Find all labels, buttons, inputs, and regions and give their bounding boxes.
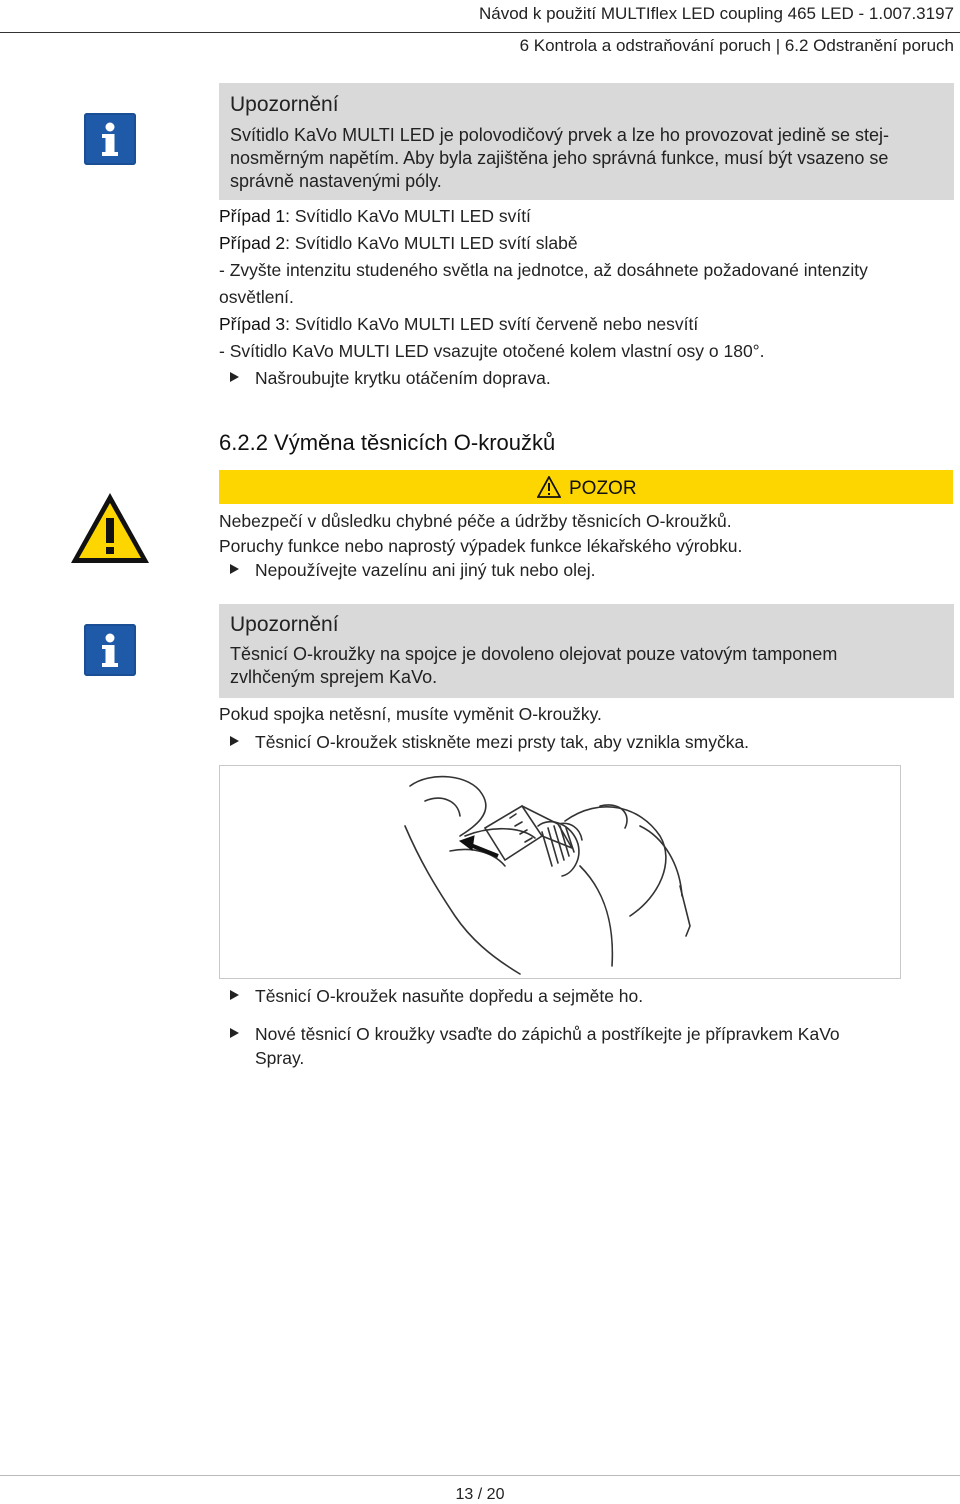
note-title: Upozornění: [230, 613, 339, 636]
step-item: [230, 732, 749, 753]
bullet-arrow-icon: [230, 990, 239, 1000]
note-line: Těsnicí O-kroužky na spojce je dovoleno olejovat pouze vatovým tamponem: [230, 644, 838, 664]
case-2-action-line: osvětlení.: [219, 287, 294, 307]
note-line: správně nastavenými póly.: [230, 171, 442, 191]
bullet-arrow-icon: [230, 564, 239, 574]
step-text: Těsnicí O-kroužek nasuňte dopředu a sejměte ho.: [255, 986, 644, 1006]
warning-step: [230, 560, 596, 581]
note-line: nosměrným napětím. Aby byla zajištěna jeho správná funkce, musí být vsazeno se: [230, 148, 889, 168]
note-box: [219, 604, 954, 698]
header-divider: [0, 32, 960, 33]
o-ring-removal-illustration: [220, 766, 900, 978]
note-box: [219, 83, 954, 200]
case-label: Případ 1:: [219, 206, 291, 226]
step-text: Nové těsnicí O kroužky vsaďte do zápichů a postříkejte je přípravkem KaVo: [255, 1024, 840, 1044]
info-icon: [84, 624, 136, 676]
section-heading: 6.2.2 Výměna těsnicích O-kroužků: [219, 430, 556, 455]
warning-title: Nebezpečí v důsledku chybné péče a údržby těsnicích O-kroužků.: [219, 511, 732, 531]
step-item: [230, 986, 643, 1007]
case-text: Svítidlo KaVo MULTI LED svítí červeně nebo nesvítí: [294, 314, 699, 334]
bullet-arrow-icon: [230, 736, 239, 746]
step-item: [230, 368, 551, 389]
note-title: Upozornění: [230, 93, 339, 116]
step-text: Těsnicí O-kroužek stiskněte mezi prsty tak, aby vznikla smyčka.: [255, 732, 750, 752]
step-item: [230, 1024, 840, 1045]
step-continuation: Spray.: [255, 1048, 305, 1068]
document-title: Návod k použití MULTIflex LED coupling 465 LED - 1.007.3197: [478, 4, 954, 23]
note-text: [230, 124, 940, 193]
case-3-action-line: - Svítidlo KaVo MULTI LED vsazujte otočené kolem vlastní osy o 180°.: [219, 341, 765, 361]
step-text: Našroubujte krytku otáčením doprava.: [255, 368, 551, 388]
page-number: 13 / 20: [455, 1486, 505, 1503]
case-3: [219, 314, 698, 335]
case-1: [219, 206, 531, 227]
note-text: [230, 643, 940, 689]
warning-label: POZOR: [569, 478, 637, 499]
note-line: Svítidlo KaVo MULTI LED je polovodičový prvek a lze ho provozovat jedině se stej-: [230, 125, 889, 145]
illustration-frame: [219, 765, 901, 979]
section-breadcrumb: 6 Kontrola a odstraňování poruch | 6.2 Odstranění poruch: [519, 36, 954, 55]
warning-bar: [219, 470, 953, 504]
small-warning-icon: [537, 476, 561, 498]
bullet-arrow-icon: [230, 372, 239, 382]
footer-divider: [0, 1475, 960, 1476]
case-2: [219, 233, 578, 254]
warning-text: Poruchy funkce nebo naprostý výpadek funkce lékařského výrobku.: [219, 536, 743, 556]
case-label: Případ 2:: [219, 233, 291, 253]
case-text: Svítidlo KaVo MULTI LED svítí: [294, 206, 531, 226]
case-label: Případ 3:: [219, 314, 291, 334]
bullet-arrow-icon: [230, 1028, 239, 1038]
warning-triangle-icon: [68, 490, 152, 566]
case-text: Svítidlo KaVo MULTI LED svítí slabě: [294, 233, 578, 253]
case-2-action-line: - Zvyšte intenzitu studeného světla na jednotce, až dosáhnete požadované intenzity: [219, 260, 868, 280]
note-line: zvlhčeným sprejem KaVo.: [230, 667, 438, 687]
info-icon: [84, 113, 136, 165]
leak-text: Pokud spojka netěsní, musíte vyměnit O-kroužky.: [219, 704, 602, 724]
step-text: Nepoužívejte vazelínu ani jiný tuk nebo olej.: [255, 560, 596, 580]
